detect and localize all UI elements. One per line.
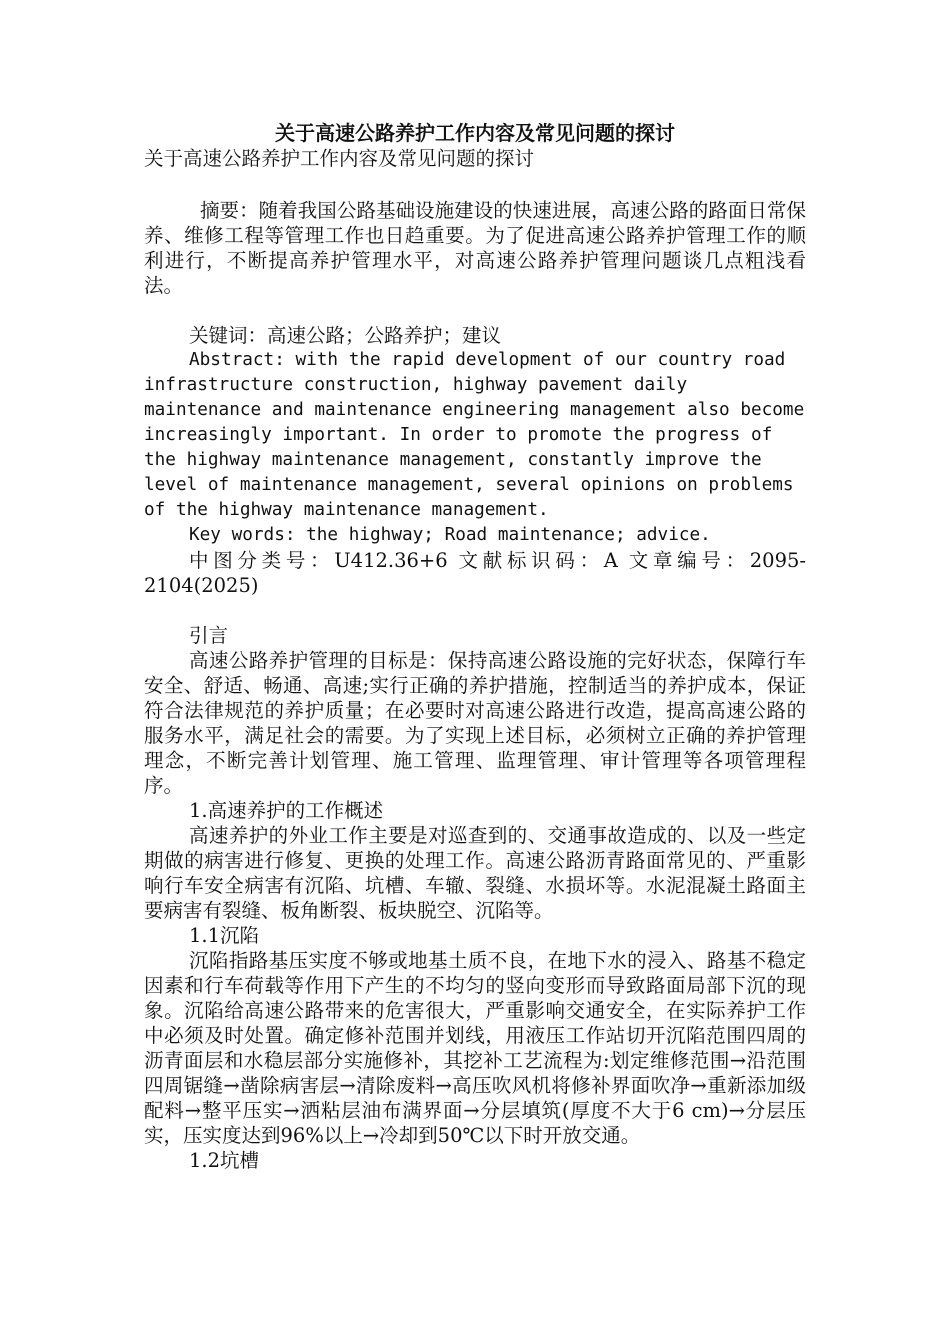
- intro-paragraph: 高速公路养护管理的目标是：保持高速公路设施的完好状态，保障行车安全、舒适、畅通、高速;实行正确的养护措施，控制适当的养护成本，保证符合法律规范的养护质量；在必要时对高速公路进行改造，提高高速公路的服务水平，满足社会的需要。为了实现上述目标，必须树立正确的养护管理理念，不断完善计划管理、施工管理、监理管理、审计管理等各项管理程序。: [144, 649, 806, 797]
- section1-2-heading: 1.2坑槽: [189, 1149, 260, 1172]
- classification-info: 中图分类号：U412.36+6 文献标识码：A 文章编号：2095-2104(2025): [144, 549, 806, 597]
- abstract-cn: 摘要：随着我国公路基础设施建设的快速进展，高速公路的路面日常保养、维修工程等管理工作也日趋重要。为了促进高速公路养护管理工作的顺利进行，不断提高养护管理水平，对高速公路养护管理问题谈几点粗浅看法。: [144, 199, 806, 297]
- section1-heading: 1.高速养护的工作概述: [189, 799, 384, 822]
- abstract-en: Abstract: with the rapid development of our country road infrastructure construction, highway pavement daily maintenance and maintenance engineering management also become increasingly important. In order to promote the progress of the highway maintenance management, constantly improve the level of maintenance management, several opinions on problems of the highway maintenance management.: [144, 350, 805, 520]
- spacer: [144, 298, 806, 323]
- spacer: [144, 598, 806, 623]
- keywords-en: Key words: the highway; Road maintenance; advice.: [189, 525, 711, 545]
- section1-1-heading: 1.1沉陷: [189, 924, 260, 947]
- section1-1-paragraph: 沉陷指路基压实度不够或地基土质不良，在地下水的浸入、路基不稳定因素和行车荷载等作用下产生的不均匀的竖向变形而导致路面局部下沉的现象。沉陷给高速公路带来的危害很大，严重影响交通安全，在实际养护工作中必须及时处置。确定修补范围并划线，用液压工作站切开沉陷范围四周的沥青面层和水稳层部分实施修补，其挖补工艺流程为:划定维修范围→沿范围四周锯缝→凿除病害层→清除废料→高压吹风机将修补界面吹净→重新添加级配料→整平压实→洒粘层油布满界面→分层填筑(厚度不大于6 cm)→分层压实，压实度达到96%以上→冷却到50℃以下时开放交通。: [144, 949, 806, 1147]
- spacer: [144, 171, 806, 196]
- section1-paragraph: 高速养护的外业工作主要是对巡查到的、交通事故造成的、以及一些定期做的病害进行修复、更换的处理工作。高速公路沥青路面常见的、严重影响行车安全病害有沉陷、坑槽、车辙、裂缝、水损坏等。水泥混凝土路面主要病害有裂缝、板角断裂、板块脱空、沉陷等。: [144, 824, 806, 922]
- document-page: [144, 120, 806, 1173]
- intro-heading: 引言: [189, 624, 229, 647]
- keywords-cn: 关键词：高速公路；公路养护；建议: [189, 324, 502, 347]
- document-title: 关于高速公路养护工作内容及常见问题的探讨: [275, 121, 675, 145]
- document-subtitle: 关于高速公路养护工作内容及常见问题的探讨: [144, 147, 535, 170]
